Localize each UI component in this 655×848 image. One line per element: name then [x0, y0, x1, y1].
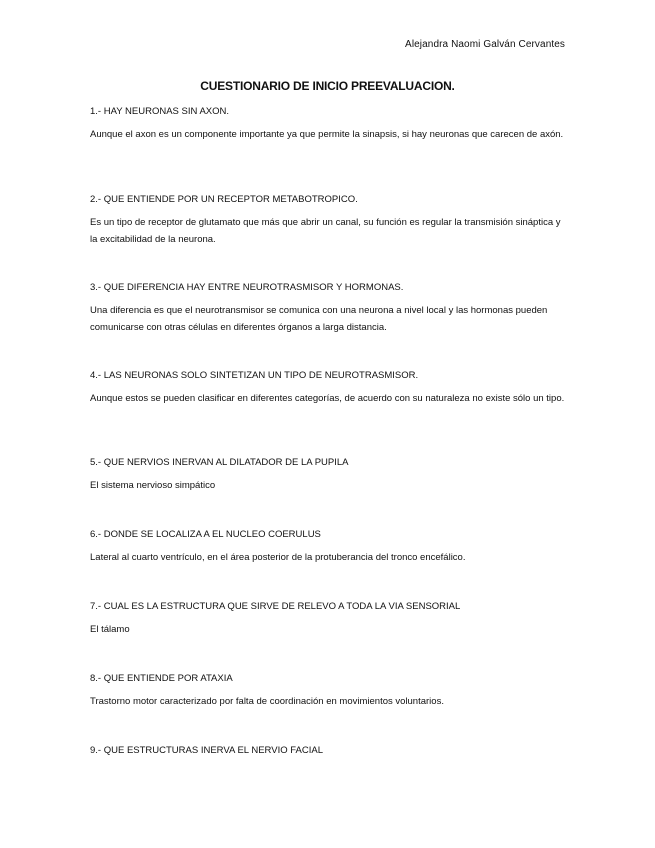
question-9: 9.- QUE ESTRUCTURAS INERVA EL NERVIO FACIAL — [90, 745, 323, 756]
answer-7: El tálamo — [90, 624, 130, 635]
document-title: CUESTIONARIO DE INICIO PREEVALUACION. — [200, 79, 455, 93]
answer-5: El sistema nervioso simpático — [90, 480, 216, 491]
qa-item-5 — [90, 456, 570, 494]
answer-6: Lateral al cuarto ventrículo, en el área posterior de la protuberancia del tronco encefálico. — [90, 552, 466, 563]
question-8: 8.- QUE ENTIENDE POR ATAXIA — [90, 673, 233, 684]
question-2: 2.- QUE ENTIENDE POR UN RECEPTOR METABOTROPICO. — [90, 194, 358, 205]
answer-8: Trastorno motor caracterizado por falta de coordinación en movimientos voluntarios. — [90, 696, 444, 707]
question-3: 3.- QUE DIFERENCIA HAY ENTRE NEUROTRASMISOR Y HORMONAS. — [90, 282, 404, 293]
qa-item-6 — [90, 528, 570, 566]
question-5: 5.- QUE NERVIOS INERVAN AL DILATADOR DE LA PUPILA — [90, 457, 349, 468]
qa-item-2 — [90, 193, 570, 248]
answer-3: Una diferencia es que el neurotransmisor se comunica con una neurona a nivel local y las hormonas pueden comunicarse con otras células en diferentes órganos a larga distancia. — [90, 305, 548, 333]
qa-item-9 — [90, 744, 570, 757]
answer-1: Aunque el axon es un componente importante ya que permite la sinapsis, si hay neuronas que carecen de axón. — [90, 129, 564, 140]
question-6: 6.- DONDE SE LOCALIZA A EL NUCLEO COERULUS — [90, 529, 321, 540]
question-7: 7.- CUAL ES LA ESTRUCTURA QUE SIRVE DE RELEVO A TODA LA VIA SENSORIAL — [90, 601, 461, 612]
answer-2: Es un tipo de receptor de glutamato que más que abrir un canal, su función es regular la transmisión sináptica y la excitabilidad de la neurona. — [90, 217, 561, 245]
qa-item-7 — [90, 600, 570, 638]
qa-item-3 — [90, 281, 570, 336]
qa-item-8 — [90, 672, 570, 710]
author-name: Alejandra Naomi Galván Cervantes — [405, 39, 565, 50]
qa-item-1 — [90, 105, 570, 143]
question-1: 1.- HAY NEURONAS SIN AXON. — [90, 106, 230, 117]
question-4: 4.- LAS NEURONAS SOLO SINTETIZAN UN TIPO DE NEUROTRASMISOR. — [90, 370, 419, 381]
answer-4: Aunque estos se pueden clasificar en diferentes categorías, de acuerdo con su naturaleza no existe sólo un tipo. — [90, 393, 565, 404]
qa-item-4 — [90, 369, 570, 407]
